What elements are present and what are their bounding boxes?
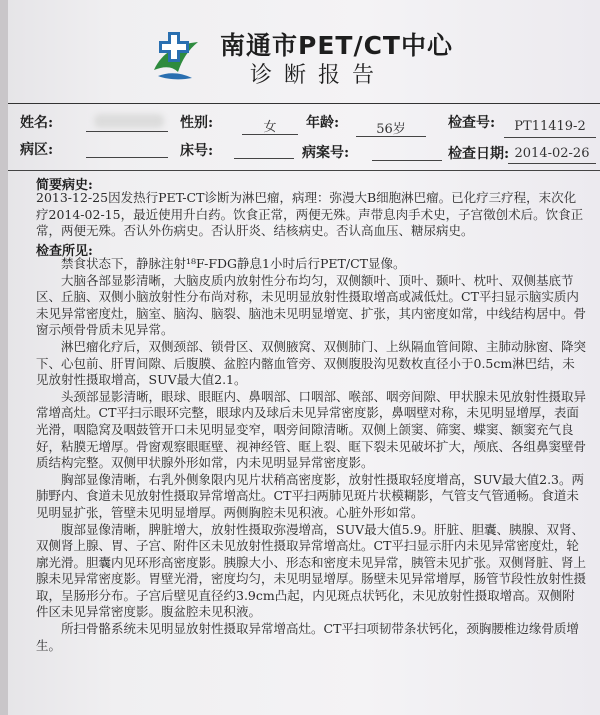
patient-info-divider	[8, 170, 600, 171]
report-paper	[8, 0, 600, 715]
history-text	[36, 190, 584, 240]
findings-heading: 检查所见:	[36, 244, 93, 259]
findings-paragraph-prep: 禁食状态下，静脉注射¹⁸F-FDG静息1小时后行PET/CT显像。	[61, 256, 406, 271]
hospital-name: 南通市PET/CT中心	[220, 31, 453, 60]
header-divider	[8, 103, 600, 104]
gender-underline	[242, 134, 298, 135]
age-label: 年龄:	[306, 115, 340, 131]
findings-paragraph-skeleton: 所扫骨骼系统未见明显放射性摄取异常增高灶。CT平扫项韧带条状钙化，颈胸腰椎边缘骨质增生。	[36, 621, 579, 653]
gender-value: 女	[263, 120, 277, 135]
exam-date-value: 2014-02-26	[514, 146, 590, 161]
exam-no-label: 检查号:	[448, 115, 496, 131]
exam-no-value: PT11419-2	[514, 119, 586, 134]
exam-date-label: 检查日期:	[448, 146, 510, 162]
report-title: 诊断报告	[250, 63, 387, 88]
gender-label: 性别:	[180, 115, 214, 131]
bed-label: 床号:	[180, 143, 214, 159]
findings-paragraph-head-neck: 头颈部显影清晰，眼球、眼眶内、鼻咽部、口咽部、喉部、咽旁间隙、甲状腺未见放射性摄取异常增高灶。CT平扫示眼环完整，眼球内及球后未见异常密度影，鼻咽壁对称，未见明显增厚，表面光滑，咽隐窝及咽鼓管开口未见明显变窄，咽旁间隙清晰。双侧上颌窦、筛窦、蝶窦、额窦充气良好，粘膜无增厚。骨窗观察眼眶壁、视神经管、眶上裂、眶下裂未见破坏扩大，颅底、各组鼻窦壁骨质结构完整。双侧甲状腺外形如常，内未见明显异常密度影。	[36, 388, 587, 471]
history-paragraph: 2013-12-25因发热行PET-CT诊断为淋巴瘤，病理：弥漫大B细胞淋巴瘤。已化疗三疗程，末次化疗2014-02-15，最近使用升白药。饮食正常，两便无殊。声带息肉手术史，子宫徵创术后。饮食正常，两便无殊。否认外伤病史。否认肝炎、结核病史。否认高血压、糖尿病史。	[36, 190, 584, 239]
exam-date-underline	[508, 163, 596, 164]
findings-paragraph-chest: 胸部显像清晰，右乳外侧象限内见片状稍高密度影，放射性摄取轻度增高，SUV最大值2.3。两肺野内、食道未见放射性摄取异常增高灶。CT平扫两肺见斑片状模糊影，气管支气管通畅。食道未见明显扩张，管壁未见明显增厚。两侧胸腔未见积液。心脏外形如常。	[36, 471, 585, 520]
hospital-cross-leaf-logo	[148, 26, 204, 82]
findings-paragraph-abdomen: 腹部显像清晰，脾脏增大，放射性摄取弥漫增高，SUV最大值5.9。肝脏、胆囊、胰腺、双肾、双侧肾上腺、胃、子宫、附件区未见放射性摄取异常增高灶。CT平扫显示肝内未见异常密度灶，轮廓光滑。胆囊内见环形高密度影。胰腺大小、形态和密度未见异常，胰管未见扩张。双侧肾脏、肾上腺未见异常密度影。胃壁光滑，密度均匀，未见明显增厚。肠壁未见异常增厚，肠管节段性放射性摄取，呈肠形分布。子宫后壁见直径约3.9cm凸起，内见斑点状钙化，未见放射性摄取增高。双侧附件区未见异常密度影。腹盆腔未见积液。	[36, 521, 587, 620]
age-underline	[356, 136, 426, 137]
history-heading: 简要病史:	[36, 178, 93, 193]
bed-underline	[234, 158, 294, 159]
findings-paragraph-lymphoma: 淋巴瘤化疗后，双侧颈部、锁骨区、双侧腋窝、双侧肺门、上纵隔血管间隙、主肺动脉窗、降突下、心包前、肝胃间隙、后腹膜、盆腔内髂血管旁、双侧腹股沟见数枚直径小于0.5cm淋巴结，未见放射性摄取增高，SUV最大值2.1。	[36, 338, 587, 388]
age-value: 56岁	[376, 122, 406, 137]
exam-no-underline	[504, 137, 596, 138]
findings-text	[36, 256, 586, 654]
ward-underline	[86, 157, 168, 158]
redacted-name	[94, 114, 164, 128]
case-no-underline	[372, 160, 442, 161]
ward-label: 病区:	[20, 142, 54, 158]
name-label: 姓名:	[20, 115, 54, 131]
findings-paragraph-brain: 大脑各部显影清晰，大脑皮质内放射性分布均匀，双侧额叶、顶叶、颞叶、枕叶、双侧基底节区、丘脑、双侧小脑放射性分布尚对称，未见明显放射性摄取增高或减低灶。CT平扫显示脑实质内未见异常密度灶，脑室、脑沟、脑裂、脑池未见明显增宽、扩张，其内密度如常，中线结构居中。骨窗示颅骨骨质未见异常。	[36, 272, 587, 338]
case-no-label: 病案号:	[302, 145, 350, 161]
name-underline	[86, 131, 168, 132]
